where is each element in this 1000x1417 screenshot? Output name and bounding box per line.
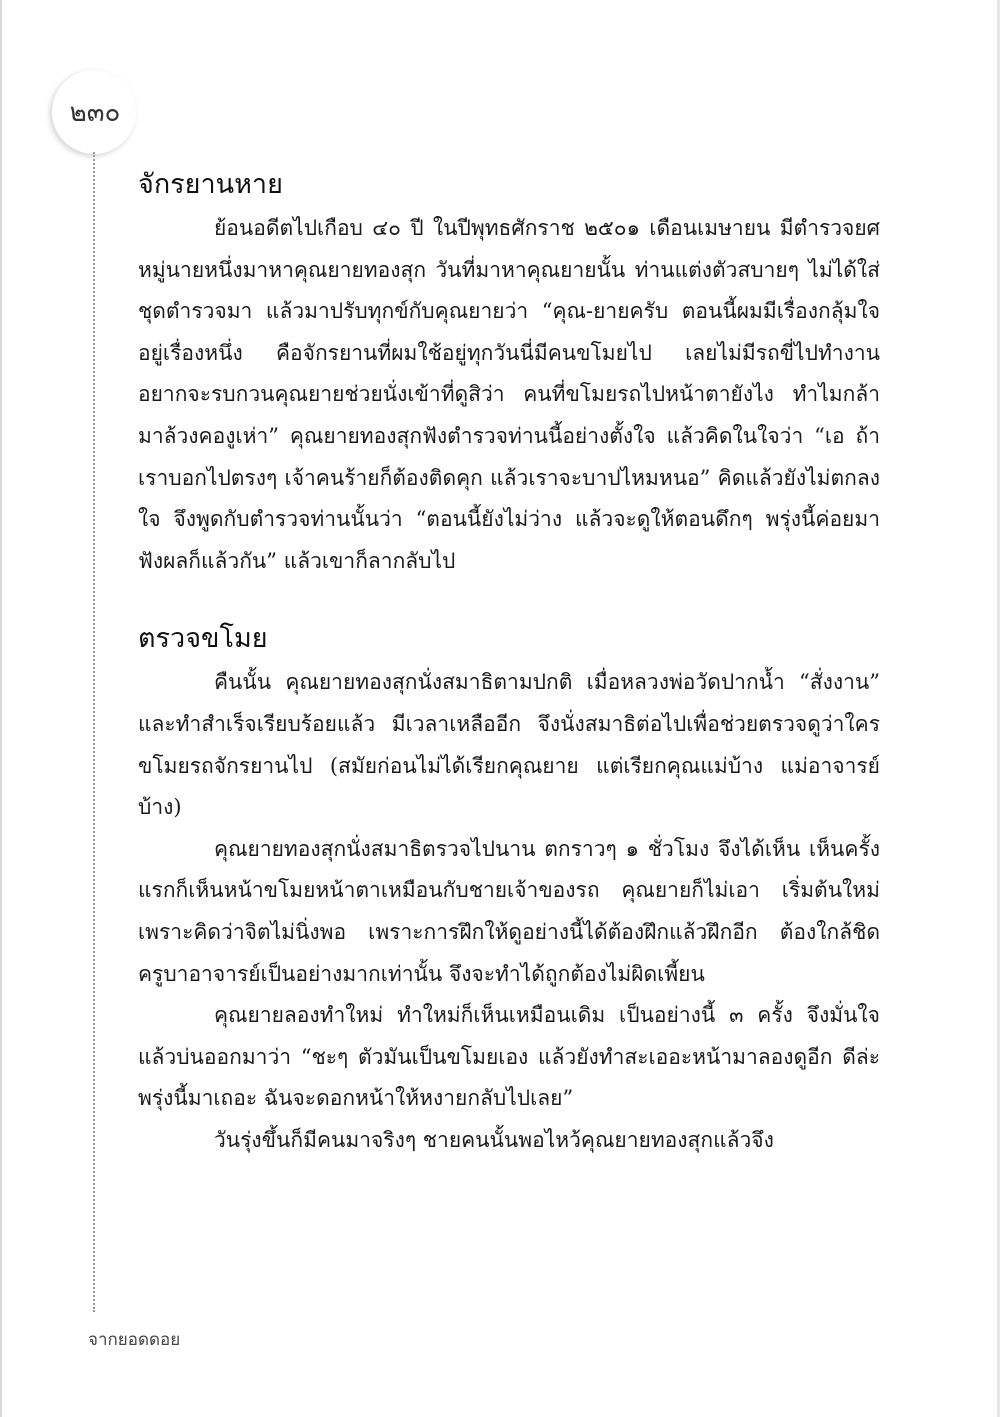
paragraph: คุณยายทองสุกนั่งสมาธิตรวจไปนาน ตกราวๆ ๑ ชั่วโมง จึงได้เห็น เห็นครั้งแรกก็เห็นหน้าขโมยหน้าตาเหมือนกับชายเจ้าของรถ คุณยายก็ไม่เอา เริ่มต้นใหม่ เพราะคิดว่าจิตไม่นิ่งพอ เพราะการฝึกให้ดูอย่างนี้ได้ต้องฝึกแล้วฝึกอีก ต้องใกล้ชิดครูบาอาจารย์เป็นอย่างมากเท่านั้น จึงจะทำได้ถูกต้องไม่ผิดเพี้ยน: [138, 836, 880, 986]
page-content: [138, 162, 880, 1161]
page-edge-left: [0, 0, 2, 1417]
page-number: ๒๓๐: [69, 98, 121, 128]
paragraph: คุณยายลองทำใหม่ ทำใหม่ก็เห็นเหมือนเดิม เป็นอย่างนี้ ๓ ครั้ง จึงมั่นใจ แล้วบ่นออกมาว่า “ชะๆ ตัวมันเป็นขโมยเอง แล้วยังทำสะเออะหน้ามาลองดูอีก ดีล่ะ พรุ่งนี้มาเถอะ ฉันจะดอกหน้าให้หงายกลับไปเลย”: [138, 1003, 880, 1111]
section-heading-bicycle-lost: จักรยานหาย: [138, 169, 283, 200]
book-title-footer: จากยอดดอย: [88, 1330, 181, 1350]
dotted-margin-guide: [93, 152, 95, 1312]
section-heading-thief-check: ตรวจขโมย: [138, 623, 268, 655]
paragraph: คืนนั้น คุณยายทองสุกนั่งสมาธิตามปกติ เมื่อหลวงพ่อวัดปากน้ำ “สั่งงาน” และทำสำเร็จเรียบร้อยแล้ว มีเวลาเหลืออีก จึงนั่งสมาธิต่อไปเพื่อช่วยตรวจดูว่าใครขโมยรถจักรยานไป (สมัยก่อนไม่ได้เรียกคุณยาย แต่เรียกคุณแม่บ้าง แม่อาจารย์บ้าง): [138, 670, 880, 820]
section-gap: [138, 582, 880, 616]
paragraph: วันรุ่งขึ้นก็มีคนมาจริงๆ ชายคนนั้นพอไหว้คุณยายทองสุกแล้วจึง: [214, 1127, 774, 1152]
paragraph: ย้อนอดีตไปเกือบ ๔๐ ปี ในปีพุทธศักราช ๒๕๐๑ เดือนเมษายน มีตำรวจยศหมู่นายหนึ่งมาหาคุณยายทองสุก วันที่มาหาคุณยายนั้น ท่านแต่งตัวสบายๆ ไม่ได้ใส่ชุดตำรวจมา แล้วมาปรับทุกข์กับคุณยายว่า “คุณ-ยายครับ ตอนนี้ผมมีเรื่องกลุ้มใจอยู่เรื่องหนึ่ง คือจักรยานที่ผมใช้อยู่ทุกวันนี่มีคนขโมยไป เลยไม่มีรถขี่ไปทำงาน อยากจะรบกวนคุณยายช่วยนั่งเข้าที่ดูสิว่า คนที่ขโมยรถไปหน้าตายังไง ทำไมกล้ามาล้วงคองูเห่า” คุณยายทองสุกฟังตำรวจท่านนี้อย่างตั้งใจ แล้วคิดในใจว่า “เอ ถ้าเราบอกไปตรงๆ เจ้าคนร้ายก็ต้องติดคุก แล้วเราจะบาปไหมหนอ” คิดแล้วยังไม่ตกลงใจ จึงพูดกับตำรวจท่านนั้นว่า “ตอนนี้ยังไม่ว่าง แล้วจะดูให้ตอนดึกๆ พรุ่งนี้ค่อยมาฟังผลก็แล้วกัน” แล้วเขาก็ลากลับไป: [138, 216, 880, 573]
